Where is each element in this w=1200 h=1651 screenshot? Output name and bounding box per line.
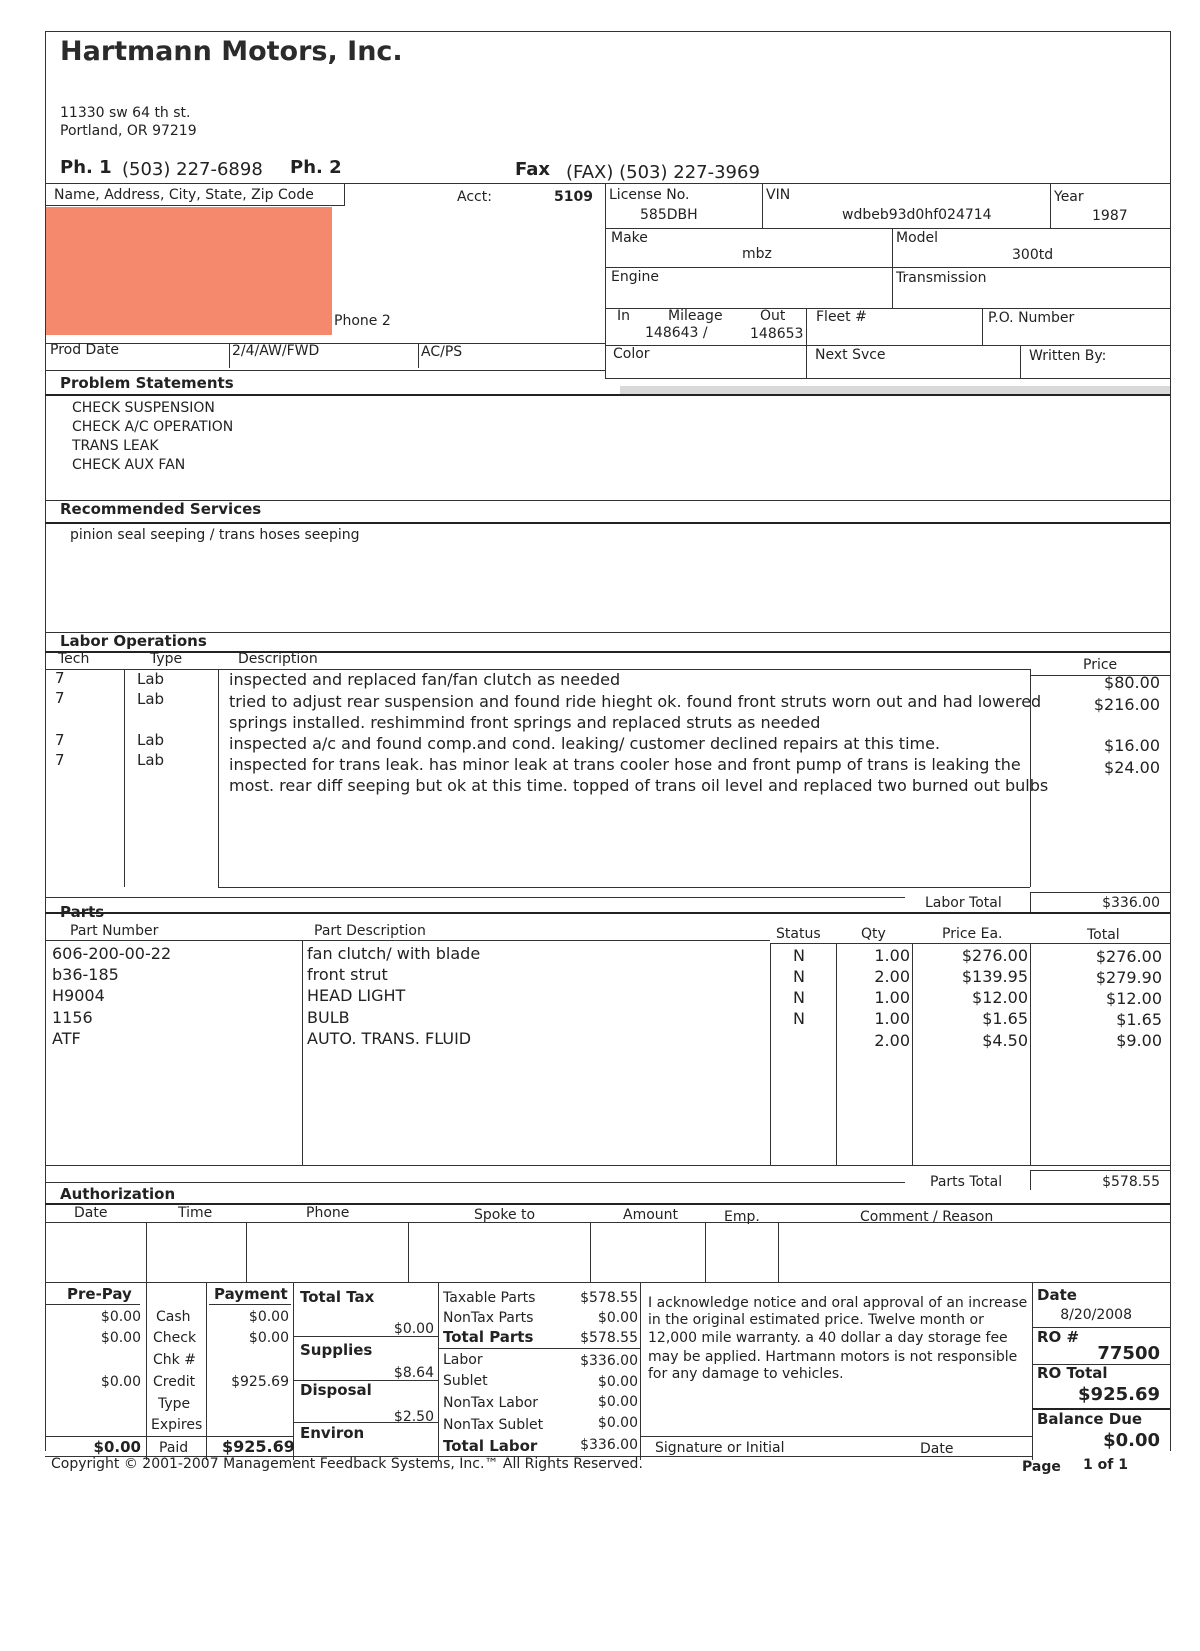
auth-header-time: Time — [178, 1205, 213, 1221]
shade-bar — [620, 386, 1170, 394]
auth-header-phone: Phone — [306, 1205, 350, 1221]
rule — [45, 205, 345, 206]
rule — [45, 183, 1170, 184]
labor-price: $216.00 — [1093, 695, 1160, 714]
labor-header-price: Price — [1083, 657, 1118, 673]
rule — [293, 1422, 438, 1423]
labor-description: inspected a/c and found comp.and cond. leaking/ customer declined repairs at this time. — [229, 734, 941, 753]
mileage-out-label: Out — [760, 308, 786, 324]
payment-credit: $925.69 — [231, 1374, 289, 1390]
rule — [605, 228, 1170, 229]
part-price: $1.65 — [982, 1009, 1028, 1028]
redaction-block-2 — [46, 267, 332, 335]
divider — [640, 1282, 641, 1460]
labor-price: $80.00 — [1104, 673, 1160, 692]
date-value: 8/20/2008 — [1060, 1307, 1132, 1323]
prod-date-label: Prod Date — [50, 342, 120, 358]
divider — [770, 943, 771, 1165]
labor-tech: 7 — [55, 689, 65, 707]
supplies-value: $8.64 — [393, 1365, 434, 1381]
rule — [209, 1304, 291, 1305]
copyright: Copyright © 2001-2007 Management Feedback Systems, Inc.™ All Rights Reserved. — [51, 1456, 643, 1472]
fax-label: Fax — [515, 159, 550, 180]
divider — [302, 940, 303, 1165]
divider — [892, 228, 893, 308]
vin-label: VIN — [766, 187, 791, 203]
labor-price: $16.00 — [1104, 736, 1160, 755]
make-label: Make — [611, 230, 648, 246]
parts-header-price: Price Ea. — [942, 926, 1003, 942]
phone2-label: Ph. 2 — [290, 157, 342, 178]
drive-value: 2/4/AW/FWD — [232, 343, 320, 359]
shop-address-line1: 11330 sw 64 th st. — [60, 105, 191, 121]
rule — [45, 343, 605, 344]
fleet-label: Fleet # — [816, 309, 867, 325]
breakdown-label: Total Parts — [443, 1328, 534, 1346]
labor-total-value: $336.00 — [1102, 895, 1160, 911]
top-rule — [45, 31, 1170, 32]
prepay-label: Pre-Pay — [67, 1285, 132, 1303]
divider — [124, 669, 125, 887]
labor-description: springs installed. reshimmind front springs and replaced struts as needed — [229, 713, 821, 732]
list-item: TRANS LEAK — [72, 438, 159, 454]
part-total: $9.00 — [1116, 1031, 1162, 1050]
written-by-label: Written By: — [1029, 348, 1107, 364]
mileage-out-value: 148653 — [750, 326, 804, 342]
rule — [770, 943, 1170, 944]
auth-header-amount: Amount — [623, 1207, 679, 1223]
ro-total-value: $925.69 — [1078, 1384, 1160, 1405]
divider — [1050, 183, 1051, 228]
divider — [1032, 1282, 1033, 1460]
rule — [1030, 1170, 1170, 1171]
divider — [408, 1222, 409, 1282]
list-item: CHECK AUX FAN — [72, 457, 186, 473]
rule — [45, 897, 905, 898]
part-description: AUTO. TRANS. FLUID — [307, 1029, 472, 1048]
part-price: $276.00 — [961, 946, 1028, 965]
pay-type-credit: Credit — [153, 1374, 196, 1390]
labor-header-tech: Tech — [58, 651, 90, 667]
part-total: $1.65 — [1116, 1010, 1162, 1029]
breakdown-value: $578.55 — [580, 1290, 638, 1306]
payment-label: Payment — [214, 1285, 288, 1303]
parts-total-value: $578.55 — [1102, 1174, 1160, 1190]
parts-header-number: Part Number — [70, 923, 159, 939]
rule — [45, 651, 1170, 653]
labor-tech: 7 — [55, 669, 65, 687]
rule — [1030, 892, 1170, 893]
auth-header-emp: Emp. — [724, 1209, 760, 1225]
divider — [1030, 1170, 1031, 1190]
labor-tech: 7 — [55, 731, 65, 749]
parts-header-status: Status — [776, 926, 821, 942]
transmission-label: Transmission — [896, 270, 987, 286]
prepay-check: $0.00 — [100, 1330, 141, 1346]
part-status: N — [793, 988, 805, 1007]
rule — [45, 1304, 140, 1305]
parts-header-total: Total — [1087, 927, 1120, 943]
labor-description: inspected for trans leak. has minor leak at trans cooler hose and front pump of trans is leaking the — [229, 755, 1021, 774]
divider — [293, 1282, 294, 1460]
acct-value: 5109 — [554, 189, 593, 205]
prepay-total: $0.00 — [93, 1438, 141, 1456]
divider — [778, 1222, 779, 1282]
part-number: ATF — [52, 1029, 81, 1048]
breakdown-value: $0.00 — [597, 1415, 638, 1431]
labor-price: $24.00 — [1104, 758, 1160, 777]
disposal-label: Disposal — [300, 1381, 372, 1399]
license-value: 585DBH — [640, 207, 698, 223]
parts-header-qty: Qty — [861, 926, 886, 942]
part-number: 1156 — [52, 1008, 93, 1027]
right-rule — [1170, 31, 1171, 1451]
recommended-services-title: Recommended Services — [60, 500, 262, 518]
labor-description: most. rear diff seeping but ok at this time. topped of trans oil level and replaced two burned out bulbs — [229, 776, 1049, 795]
mileage-in-label: In — [617, 308, 631, 324]
authorization-title: Authorization — [60, 1185, 176, 1203]
labor-header-type: Type — [150, 651, 183, 667]
payment-check: $0.00 — [248, 1330, 289, 1346]
fax-value: (FAX) (503) 227-3969 — [566, 162, 760, 183]
balance-due-value: $0.00 — [1103, 1430, 1160, 1451]
ack-line: I acknowledge notice and oral approval of an increase — [648, 1295, 1028, 1311]
ack-line: 12,000 mile warranty. a 40 dollar a day storage fee — [648, 1330, 1008, 1346]
labor-operations-title: Labor Operations — [60, 632, 207, 650]
part-total: $12.00 — [1106, 989, 1162, 1008]
pay-type-type: Type — [158, 1396, 191, 1412]
labor-total-label: Labor Total — [925, 895, 1002, 911]
rule — [45, 522, 1170, 524]
labor-description: inspected and replaced fan/fan clutch as needed — [229, 670, 621, 689]
rule — [45, 1203, 1170, 1205]
rule — [605, 378, 1170, 379]
prepay-credit: $0.00 — [100, 1374, 141, 1390]
paid-total: $925.69 — [222, 1437, 295, 1456]
rule — [45, 1282, 1170, 1283]
rule — [45, 632, 1170, 633]
breakdown-label: Total Labor — [443, 1437, 538, 1455]
page-number: 1 of 1 — [1083, 1457, 1128, 1473]
divider — [705, 1222, 706, 1282]
phone2-field-label: Phone 2 — [334, 313, 391, 329]
customer-name-label: Name, Address, City, State, Zip Code — [54, 187, 314, 203]
acct-label: Acct: — [457, 189, 492, 205]
environ-label: Environ — [300, 1424, 365, 1442]
breakdown-label: Labor — [443, 1352, 483, 1368]
rule — [45, 394, 1170, 396]
divider — [605, 183, 606, 378]
part-total: $279.90 — [1095, 968, 1162, 987]
ro-number-value: 77500 — [1097, 1343, 1160, 1364]
divider — [912, 943, 913, 1165]
model-value: 300td — [1012, 247, 1054, 263]
divider — [218, 669, 219, 887]
part-number: 606-200-00-22 — [52, 944, 172, 963]
divider — [1030, 892, 1031, 912]
divider — [982, 308, 983, 345]
part-description: fan clutch/ with blade — [307, 944, 481, 963]
divider — [836, 943, 837, 1165]
year-value: 1987 — [1092, 208, 1128, 224]
part-total: $276.00 — [1095, 947, 1162, 966]
ro-number-label: RO # — [1037, 1328, 1080, 1346]
paid-label: Paid — [159, 1440, 189, 1456]
part-status: N — [793, 1009, 805, 1028]
part-qty: 2.00 — [874, 1031, 910, 1050]
divider — [1020, 345, 1021, 378]
pay-type-cash: Cash — [156, 1309, 191, 1325]
part-description: front strut — [307, 965, 388, 984]
customer-info-redacted — [46, 207, 332, 335]
next-service-label: Next Svce — [815, 347, 886, 363]
breakdown-value: $336.00 — [580, 1437, 638, 1453]
shop-name: Hartmann Motors, Inc. — [60, 36, 403, 67]
model-label: Model — [896, 230, 939, 246]
part-status: N — [793, 946, 805, 965]
breakdown-value: $578.55 — [580, 1330, 638, 1346]
pay-type-expires: Expires — [151, 1417, 203, 1433]
part-number: H9004 — [52, 986, 105, 1005]
rule — [45, 1165, 1170, 1166]
color-label: Color — [613, 346, 650, 362]
ack-line: in the original estimated price. Twelve month or — [648, 1312, 984, 1328]
rule — [45, 1182, 905, 1183]
auth-header-date: Date — [74, 1205, 108, 1221]
divider — [246, 1222, 247, 1282]
ro-total-label: RO Total — [1037, 1364, 1108, 1382]
total-tax-value: $0.00 — [393, 1321, 434, 1337]
year-label: Year — [1054, 189, 1084, 205]
list-item: CHECK A/C OPERATION — [72, 419, 234, 435]
prepay-cash: $0.00 — [100, 1309, 141, 1325]
rule — [640, 1436, 1032, 1437]
breakdown-label: Taxable Parts — [443, 1290, 536, 1306]
breakdown-label: NonTax Labor — [443, 1395, 539, 1411]
rule — [45, 370, 605, 371]
breakdown-value: $0.00 — [597, 1310, 638, 1326]
rule — [293, 1336, 438, 1337]
part-description: HEAD LIGHT — [307, 986, 406, 1005]
rule — [218, 887, 1030, 888]
part-status: N — [793, 967, 805, 986]
mileage-in-value: 148643 / — [645, 325, 708, 341]
rule — [438, 1348, 640, 1349]
part-description: BULB — [307, 1008, 350, 1027]
problem-statements-title: Problem Statements — [60, 374, 234, 392]
rule — [605, 267, 1170, 268]
license-label: License No. — [609, 187, 690, 203]
disposal-value: $2.50 — [393, 1409, 434, 1425]
part-qty: 1.00 — [874, 988, 910, 1007]
divider — [590, 1222, 591, 1282]
divider — [438, 1282, 439, 1460]
breakdown-label: NonTax Sublet — [443, 1417, 544, 1433]
shop-address-line2: Portland, OR 97219 — [60, 123, 197, 139]
part-number: b36-185 — [52, 965, 119, 984]
recommended-services-text: pinion seal seeping / trans hoses seeping — [70, 527, 360, 543]
rule — [605, 345, 1170, 346]
engine-label: Engine — [611, 269, 659, 285]
make-value: mbz — [742, 246, 772, 262]
labor-type: Lab — [137, 670, 165, 688]
pay-type-chk: Chk # — [153, 1352, 196, 1368]
auth-header-spoke-to: Spoke to — [474, 1207, 536, 1223]
phone1-value: (503) 227-6898 — [122, 159, 263, 180]
page-label: Page — [1022, 1459, 1061, 1475]
breakdown-value: $0.00 — [597, 1374, 638, 1390]
divider — [146, 1282, 147, 1460]
part-qty: 1.00 — [874, 946, 910, 965]
auth-header-comment: Comment / Reason — [860, 1209, 994, 1225]
vin-value: wdbeb93d0hf024714 — [842, 207, 992, 223]
parts-title: Parts — [60, 903, 105, 921]
breakdown-value: $336.00 — [580, 1353, 638, 1369]
labor-tech: 7 — [55, 751, 65, 769]
ack-line: for any damage to vehicles. — [648, 1366, 844, 1382]
po-number-label: P.O. Number — [988, 310, 1075, 326]
total-tax-label: Total Tax — [300, 1288, 375, 1306]
mileage-label: Mileage — [668, 308, 723, 324]
pay-type-check: Check — [153, 1330, 197, 1346]
parts-header-description: Part Description — [314, 923, 426, 939]
date-label: Date — [1037, 1286, 1077, 1304]
acps-value: AC/PS — [421, 344, 463, 360]
divider — [806, 308, 807, 378]
part-price: $139.95 — [961, 967, 1028, 986]
part-qty: 1.00 — [874, 1009, 910, 1028]
signature-date-label: Date — [920, 1441, 954, 1457]
rule — [45, 940, 770, 941]
labor-header-description: Description — [238, 651, 318, 667]
supplies-label: Supplies — [300, 1341, 373, 1359]
breakdown-value: $0.00 — [597, 1394, 638, 1410]
part-price: $4.50 — [982, 1031, 1028, 1050]
part-qty: 2.00 — [874, 967, 910, 986]
parts-total-label: Parts Total — [930, 1174, 1003, 1190]
labor-type: Lab — [137, 690, 165, 708]
breakdown-label: Sublet — [443, 1373, 488, 1389]
ack-line: may be applied. Hartmann motors is not responsible — [648, 1349, 1018, 1365]
divider — [344, 183, 345, 205]
divider — [146, 1222, 147, 1282]
labor-type: Lab — [137, 731, 165, 749]
divider — [418, 343, 419, 368]
divider — [1030, 943, 1031, 1165]
labor-type: Lab — [137, 751, 165, 769]
redaction-block-1 — [46, 207, 332, 267]
balance-due-label: Balance Due — [1037, 1410, 1143, 1428]
labor-description: tried to adjust rear suspension and found ride hieght ok. found front struts worn out and had lowered — [229, 692, 1042, 711]
divider — [206, 1282, 207, 1460]
phone1-label: Ph. 1 — [60, 157, 112, 178]
part-price: $12.00 — [972, 988, 1028, 1007]
divider — [229, 343, 230, 368]
signature-field[interactable]: Signature or Initial — [655, 1440, 785, 1456]
rule — [45, 1222, 1170, 1223]
list-item: CHECK SUSPENSION — [72, 400, 215, 416]
divider — [762, 183, 763, 228]
breakdown-label: NonTax Parts — [443, 1310, 534, 1326]
rule — [45, 912, 1170, 914]
payment-cash: $0.00 — [248, 1309, 289, 1325]
